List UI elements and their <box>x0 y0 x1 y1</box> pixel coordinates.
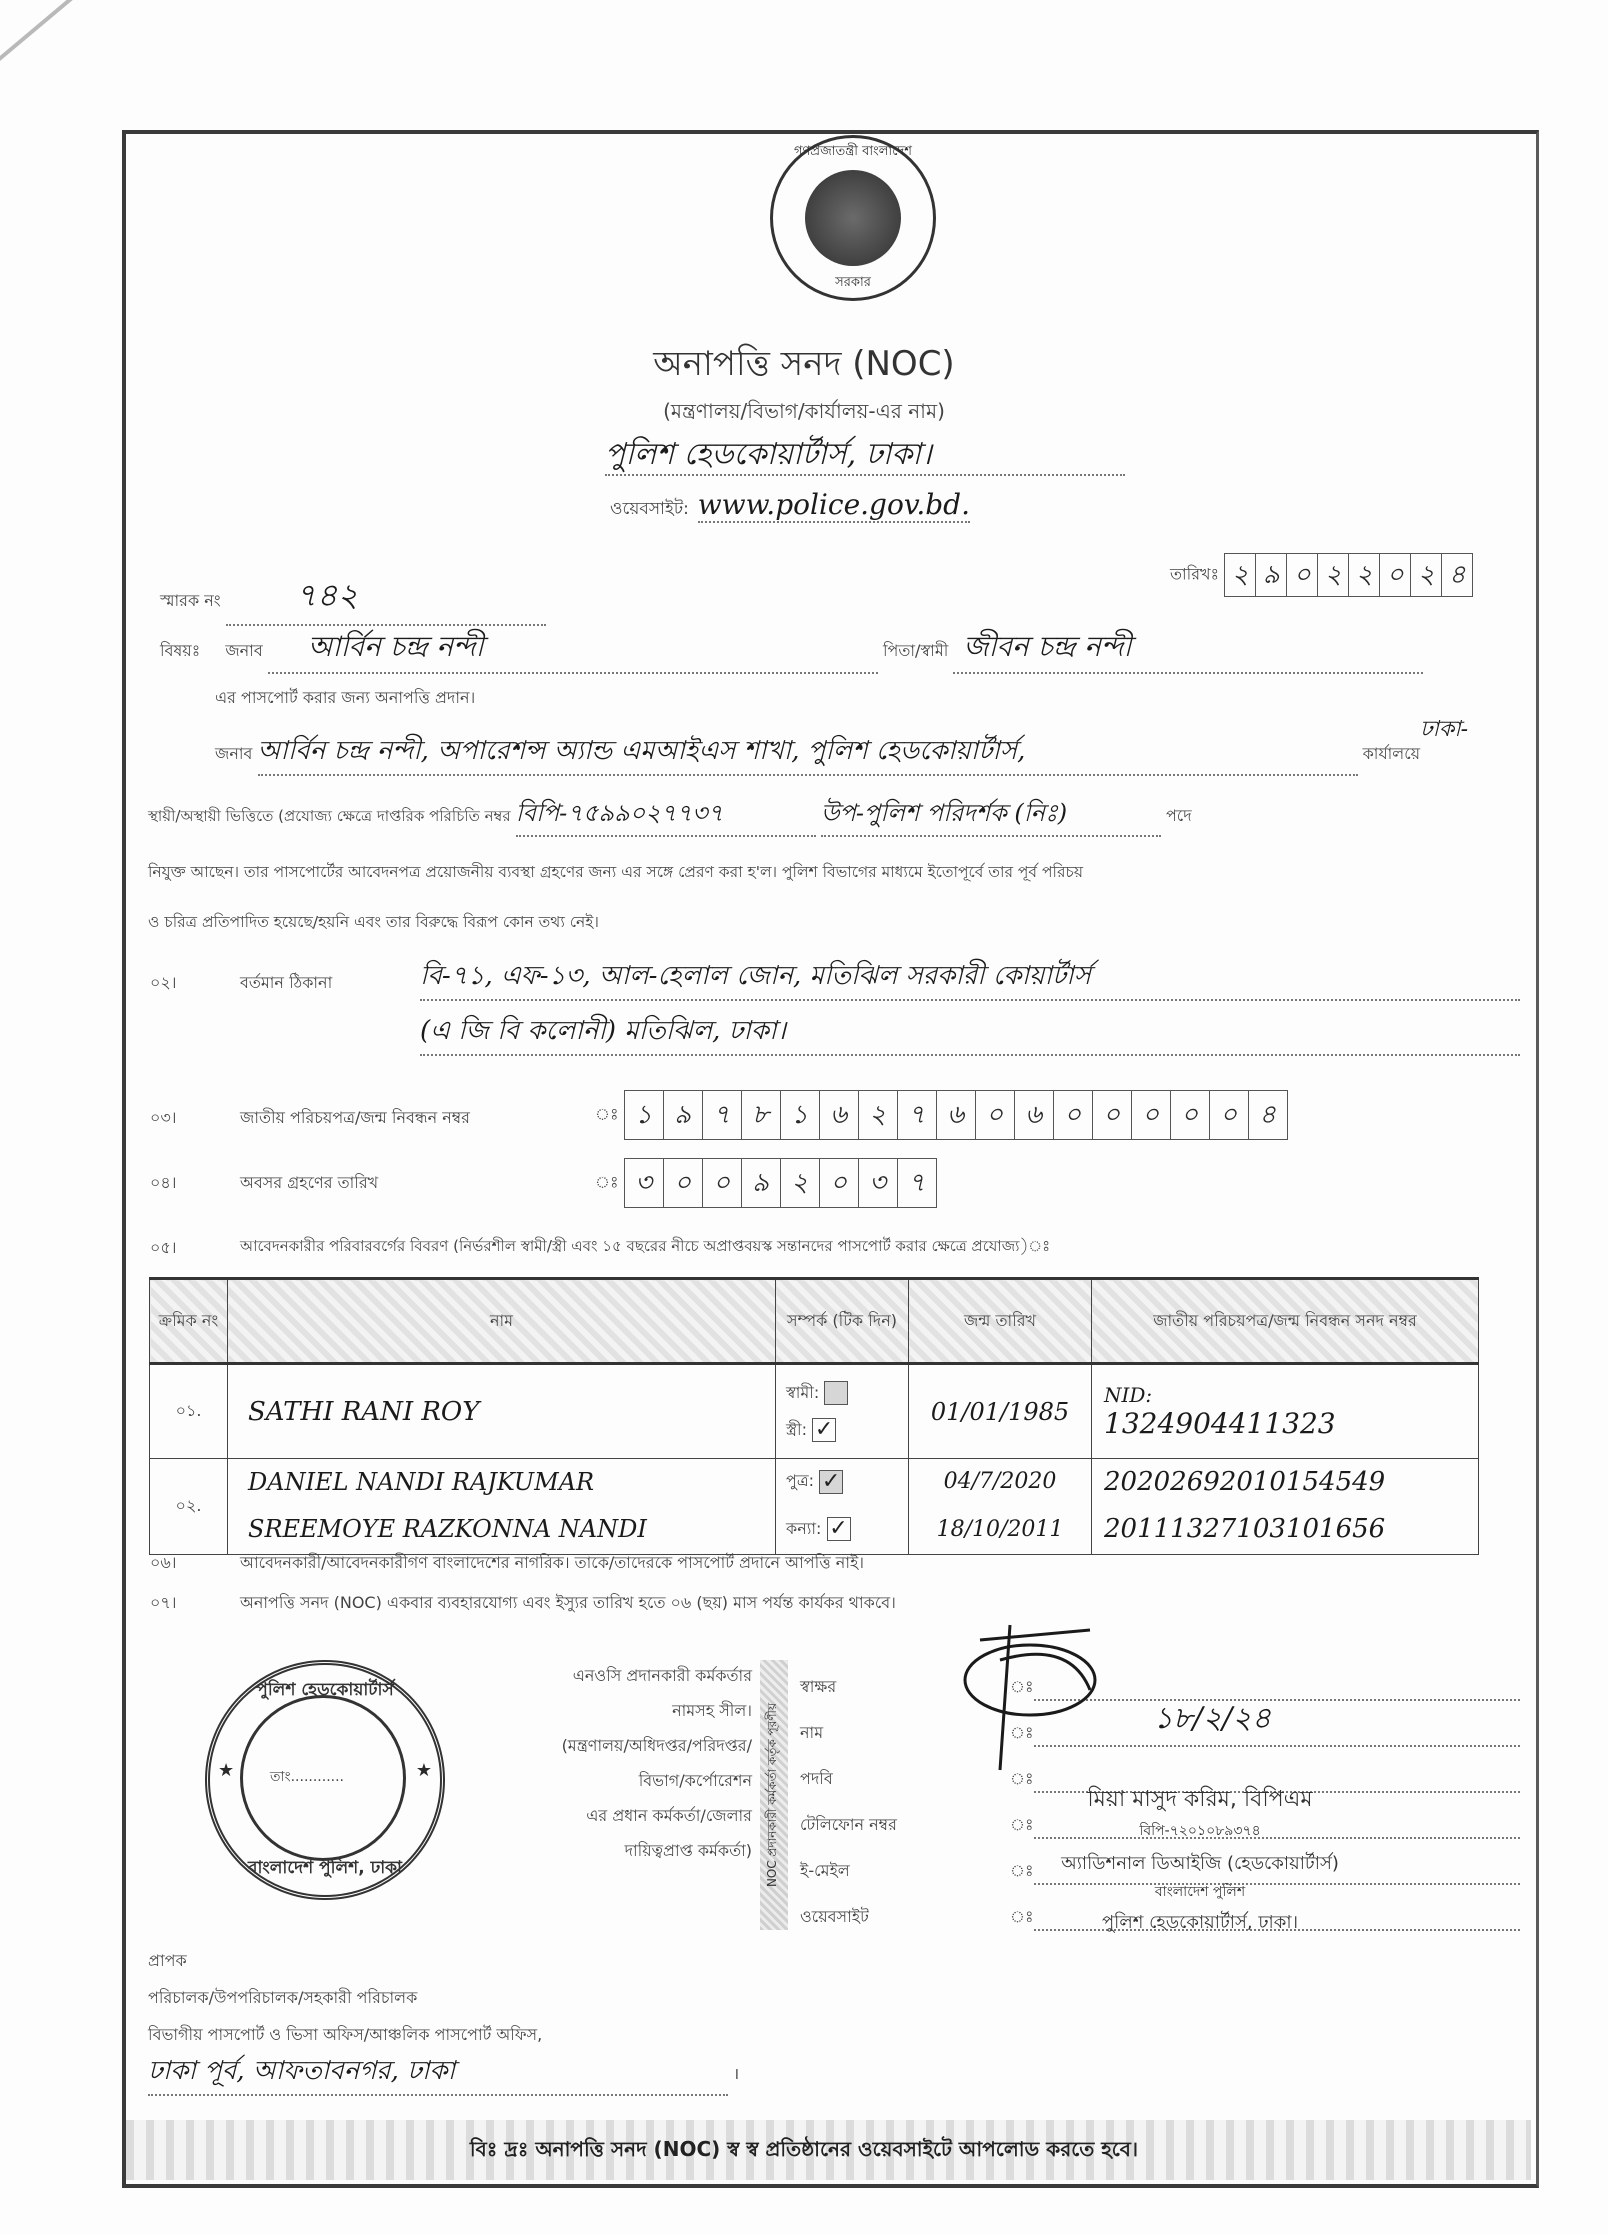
row-serial: ০১. <box>150 1364 228 1459</box>
officer-line: আর্বিন চন্দ্র নন্দী, অপারেশন্স অ্যান্ড এমআইএস শাখা, পুলিশ হেডকোয়ার্টার্স, <box>258 730 1358 776</box>
recipient-label: প্রাপক <box>148 1951 187 1970</box>
relation-cell <box>776 1364 909 1459</box>
field-label-name: নাম <box>800 1723 824 1742</box>
member-id: 20111327103101656 <box>1092 1505 1479 1555</box>
signature-left-labels <box>470 1658 752 1868</box>
date-boxes <box>1224 560 1472 590</box>
retirement-row <box>595 1158 936 1208</box>
ministry-name: পুলিশ হেডকোয়ার্টার্স, ঢাকা। <box>605 430 1125 476</box>
wife-checkbox[interactable]: ✓ <box>812 1418 836 1442</box>
date-label: তারিখঃ <box>1170 564 1220 584</box>
seal-bottom-text: বাংলাদেশ পুলিশ, ঢাকা <box>248 1858 402 1878</box>
daughter-checkbox[interactable]: ✓ <box>827 1517 851 1541</box>
relation-cell <box>776 1505 909 1555</box>
table-row <box>150 1364 1479 1459</box>
date-digit: ২ <box>1224 553 1256 597</box>
family-intro-text: আবেদনকারীর পরিবারবর্গের বিবরণ (নির্ভরশীল স্বামী/স্ত্রী এবং ১৫ বছরের নীচে অপ্রাপ্তবয়স্ক সন্তানদের পাসপোর্ট করার ক্ষেত্রে প্রযোজ্য)ঃ <box>240 1237 1051 1255</box>
seal-star-icon: ★ <box>218 1760 235 1781</box>
government-emblem <box>770 135 936 301</box>
table-row <box>150 1505 1479 1555</box>
emblem-top-text: গণপ্রজাতন্ত্রী বাংলাদেশ <box>794 144 912 159</box>
retirement-digit: ৭ <box>897 1158 937 1208</box>
memo-number: ৭৪২ <box>226 570 546 626</box>
nid-digit: ৭ <box>897 1090 937 1140</box>
body-line-1 <box>215 730 1525 776</box>
id-prefix: NID: <box>1104 1383 1153 1407</box>
left-label: দায়িত্বপ্রাপ্ত কর্মকর্তা) <box>624 1841 752 1860</box>
retirement-digit: ৩ <box>858 1158 898 1208</box>
document-title: অনাপত্তি সনদ (NOC) <box>653 344 955 384</box>
designation: উপ-পুলিশ পরিদর্শক (নিঃ) <box>821 795 1161 837</box>
address-item-no: ০২। <box>150 973 177 992</box>
member-id: 20202692010154549 <box>1092 1459 1479 1505</box>
stamp-officer-name: মিয়া মাসুদ করিম, বিপিএম <box>1087 1787 1313 1812</box>
nid-digit: ০ <box>1092 1090 1132 1140</box>
recipient-office-row <box>148 2050 739 2096</box>
stamp-bp-number: বিপি-৭২০১০৮৯৩৭৪ <box>1139 1823 1261 1839</box>
subject-row <box>160 625 1520 674</box>
subject-mr-label: জনাব <box>225 641 263 660</box>
applicant-name: আর্বিন চন্দ্র নন্দী <box>268 625 878 674</box>
address-label: বর্তমান ঠিকানা <box>240 973 333 992</box>
nid-digit: ৭ <box>702 1090 742 1140</box>
date-digit: ০ <box>1286 553 1318 597</box>
date-digit: ২ <box>1410 553 1442 597</box>
date-digit: ২ <box>1348 553 1380 597</box>
nid-item-no: ০৩। <box>150 1108 177 1127</box>
tenure-label: স্থায়ী/অস্থায়ী ভিত্তিতে (প্রযোজ্য ক্ষেত্রে দাপ্তরিক পরিচিতি নম্বর <box>148 807 511 825</box>
relation-label-husband: স্বামী: <box>786 1382 820 1402</box>
nid-label: জাতীয় পরিচয়পত্র/জন্ম নিবন্ধন নম্বর <box>240 1108 470 1127</box>
citizen-text: আবেদনকারী/আবেদনকারীগণ বাংলাদেশের নাগরিক। তাকে/তাদেরকে পাসপোর্ট প্রদানে আপত্তি নাই। <box>240 1553 865 1572</box>
address-line-2: (এ জি বি কলোনী) মতিঝিল, ঢাকা। <box>420 1010 1520 1056</box>
field-label-signature: স্বাক্ষর <box>800 1677 837 1696</box>
retirement-digit: ০ <box>819 1158 859 1208</box>
side-label-text: NOC প্রদানকারী কর্মকর্তা কর্তৃক পূরণীয় <box>765 1702 779 1888</box>
left-label: এর প্রধান কর্মকর্তা/জেলার <box>586 1806 752 1825</box>
nid-digit: ৬ <box>936 1090 976 1140</box>
subject-purpose: এর পাসপোর্ট করার জন্য অনাপত্তি প্রদান। <box>215 688 476 707</box>
husband-checkbox[interactable] <box>824 1381 848 1405</box>
col-id-number: জাতীয় পরিচয়পত্র/জন্ম নিবন্ধন সনদ নম্বর <box>1092 1279 1479 1364</box>
subject-label: বিষয়ঃ <box>160 641 201 660</box>
left-label: এনওসি প্রদানকারী কর্মকর্তার <box>572 1666 752 1685</box>
paper-fold-line <box>0 0 252 94</box>
date-digit: ৪ <box>1441 553 1473 597</box>
post-suffix: পদে <box>1165 806 1192 825</box>
stamp-org: বাংলাদেশ পুলিশ <box>1154 1884 1246 1900</box>
officer-stamp <box>990 1782 1410 1939</box>
nid-digit: ১ <box>624 1090 664 1140</box>
date-digit: ৯ <box>1255 553 1287 597</box>
date-digit: ২ <box>1317 553 1349 597</box>
stamp-office: পুলিশ হেডকোয়ার্টার্স, ঢাকা। <box>1101 1912 1299 1933</box>
validity-item-no: ০৭। <box>150 1593 177 1612</box>
left-label: নামসহ সীল। <box>672 1701 752 1720</box>
family-table <box>149 1277 1479 1555</box>
col-name: নাম <box>228 1279 776 1364</box>
relation-label-son: পুত্র: <box>786 1471 815 1491</box>
signature-fields: স্বাক্ষর ঃ নাম ঃ ১৮/২/২৪ পদবি ঃ টেলিফোন নম্বর ঃ ই-মেইল ঃ ওয়েবসাইট ঃ <box>800 1655 1520 1931</box>
validity-text: অনাপত্তি সনদ (NOC) একবার ব্যবহারযোগ্য এবং ইস্যুর তারিখ হতে ০৬ (ছয়) মাস পর্যন্ত কার্যকর থাকবে। <box>240 1593 896 1612</box>
col-dob: জন্ম তারিখ <box>909 1279 1092 1364</box>
body-line-4: ও চরিত্র প্রতিপাদিত হয়েছে/হয়নি এবং তার বিরুদ্ধে বিরূপ কোন তথ্য নেই। <box>148 913 599 931</box>
body-line-3: নিযুক্ত আছেন। তার পাসপোর্টের আবেদনপত্র প্রয়োজনীয় ব্যবস্থা গ্রহণের জন্য এর সঙ্গে প্রেরণ করা হ'ল। পুলিশ বিভাগের মাধ্যমে ইতোপূর্বে তার পূর্ব পরিচয় <box>148 863 1083 881</box>
body-line-2 <box>148 795 1528 837</box>
left-label: বিভাগ/কর্পোরেশন <box>638 1771 752 1790</box>
nid-boxes <box>624 1100 1287 1130</box>
map-emblem-icon <box>805 170 901 266</box>
table-row <box>150 1459 1479 1505</box>
retirement-digit: ৩ <box>624 1158 664 1208</box>
citizen-item-no: ০৬। <box>150 1553 177 1572</box>
signature-stroke <box>980 1625 1090 1770</box>
member-id-cell <box>1092 1364 1479 1459</box>
field-label-designation: পদবি <box>800 1769 833 1788</box>
col-relation: সম্পর্ক (টিক দিন) <box>776 1279 909 1364</box>
nid-digit: ৬ <box>819 1090 859 1140</box>
emblem-bottom-text: সরকার <box>835 275 871 290</box>
father-name: জীবন চন্দ্র নন্দী <box>953 625 1423 674</box>
family-item-no: ০৫। <box>150 1238 177 1257</box>
recipient-office: ঢাকা পূর্ব, আফতাবনগর, ঢাকা <box>148 2050 728 2096</box>
noc-officer-side-label <box>760 1660 788 1930</box>
recipient-line-2: বিভাগীয় পাসপোর্ট ও ভিসা অফিস/আঞ্চলিক পাসপোর্ট অফিস, <box>148 2025 543 2044</box>
retirement-digit: ২ <box>780 1158 820 1208</box>
body-mr-label: জনাব <box>215 744 253 763</box>
member-name: SATHI RANI ROY <box>228 1364 776 1459</box>
footer-note: বিঃ দ্রঃ অনাপত্তি সনদ (NOC) স্ব স্ব প্রতিষ্ঠানের ওয়েবসাইটে আপলোড করতে হবে। <box>469 2137 1139 2161</box>
retirement-boxes <box>624 1168 936 1198</box>
nid-digit: ৬ <box>1014 1090 1054 1140</box>
retirement-digit: ০ <box>702 1158 742 1208</box>
retirement-item-no: ০৪। <box>150 1173 177 1192</box>
retirement-digit: ৯ <box>741 1158 781 1208</box>
seal-star-icon: ★ <box>415 1760 432 1781</box>
nid-colon: ঃ <box>595 1104 619 1124</box>
nid-digit: ২ <box>858 1090 898 1140</box>
seal-top-text: পুলিশ হেডকোয়ার্টার্স <box>256 1680 394 1700</box>
bp-number: বিপি-৭৫৯৯০২৭৭৩৭ <box>516 795 816 837</box>
col-serial: ক্রমিক নং <box>150 1279 228 1364</box>
nid-row <box>595 1090 1287 1140</box>
member-dob: 18/10/2011 <box>909 1505 1092 1555</box>
recipient-end: । <box>733 2064 740 2083</box>
field-label-website: ওয়েবসাইট <box>800 1907 869 1926</box>
date-row <box>1170 553 1472 597</box>
document-subtitle: (মন্ত্রণালয়/বিভাগ/কার্যালয়-এর নাম) <box>663 399 945 423</box>
retirement-colon: ঃ <box>595 1172 619 1192</box>
field-label-email: ই-মেইল <box>800 1861 850 1880</box>
police-hq-seal <box>205 1660 445 1900</box>
seal-date-field: তাং............ <box>270 1769 344 1785</box>
website-value: www.police.gov.bd. <box>697 488 970 521</box>
date-digit: ০ <box>1379 553 1411 597</box>
office-suffix-hand: ঢাকা- <box>1420 717 1469 742</box>
nid-digit: ০ <box>1209 1090 1249 1140</box>
office-suffix: কার্যালয়ে <box>1362 744 1421 763</box>
nid-digit: ০ <box>1170 1090 1210 1140</box>
retirement-label: অবসর গ্রহণের তারিখ <box>240 1173 379 1192</box>
retirement-digit: ০ <box>663 1158 703 1208</box>
field-label-telephone: টেলিফোন নম্বর <box>800 1815 897 1834</box>
website-row <box>610 488 970 524</box>
recipient-line-1: পরিচালক/উপপরিচালক/সহকারী পরিচালক <box>148 1988 418 2007</box>
address-line-1: বি-৭১, এফ-১৩, আল-হেলাল জোন, মতিঝিল সরকারী কোয়ার্টার্স <box>420 955 1520 1001</box>
nid-digit: ০ <box>1131 1090 1171 1140</box>
officer-signature <box>950 1620 1150 1780</box>
nid-digit: ১ <box>780 1090 820 1140</box>
stamp-designation: অ্যাডিশনাল ডিআইজি (হেডকোয়ার্টার্স) <box>1061 1853 1339 1874</box>
left-label: (মন্ত্রণালয়/অধিদপ্তর/পরিদপ্তর/ <box>561 1736 752 1755</box>
row-serial: ০২. <box>150 1459 228 1555</box>
member-id: 1324904411323 <box>1104 1407 1336 1440</box>
son-checkbox[interactable]: ✓ <box>819 1470 843 1494</box>
nid-digit: ৯ <box>663 1090 703 1140</box>
nid-digit: ৮ <box>741 1090 781 1140</box>
member-dob: 04/7/2020 <box>909 1459 1092 1505</box>
relation-label-wife: স্ত্রী: <box>786 1419 807 1439</box>
father-label: পিতা/স্বামী <box>882 641 949 660</box>
family-table-header <box>150 1279 1479 1364</box>
memo-row <box>160 570 546 626</box>
nid-digit: ৪ <box>1248 1090 1288 1140</box>
relation-cell <box>776 1459 909 1505</box>
website-label: ওয়েবসাইট: <box>610 499 689 519</box>
field-value-name: ১৮/২/২৪ <box>1034 1694 1520 1747</box>
memo-label: স্মারক নং <box>160 591 221 610</box>
member-name: DANIEL NANDI RAJKUMAR <box>228 1459 776 1505</box>
member-name: SREEMOYE RAZKONNA NANDI <box>228 1505 776 1555</box>
member-dob: 01/01/1985 <box>909 1364 1092 1459</box>
nid-digit: ০ <box>975 1090 1015 1140</box>
relation-label-daughter: কন্যা: <box>786 1518 822 1538</box>
nid-digit: ০ <box>1053 1090 1093 1140</box>
